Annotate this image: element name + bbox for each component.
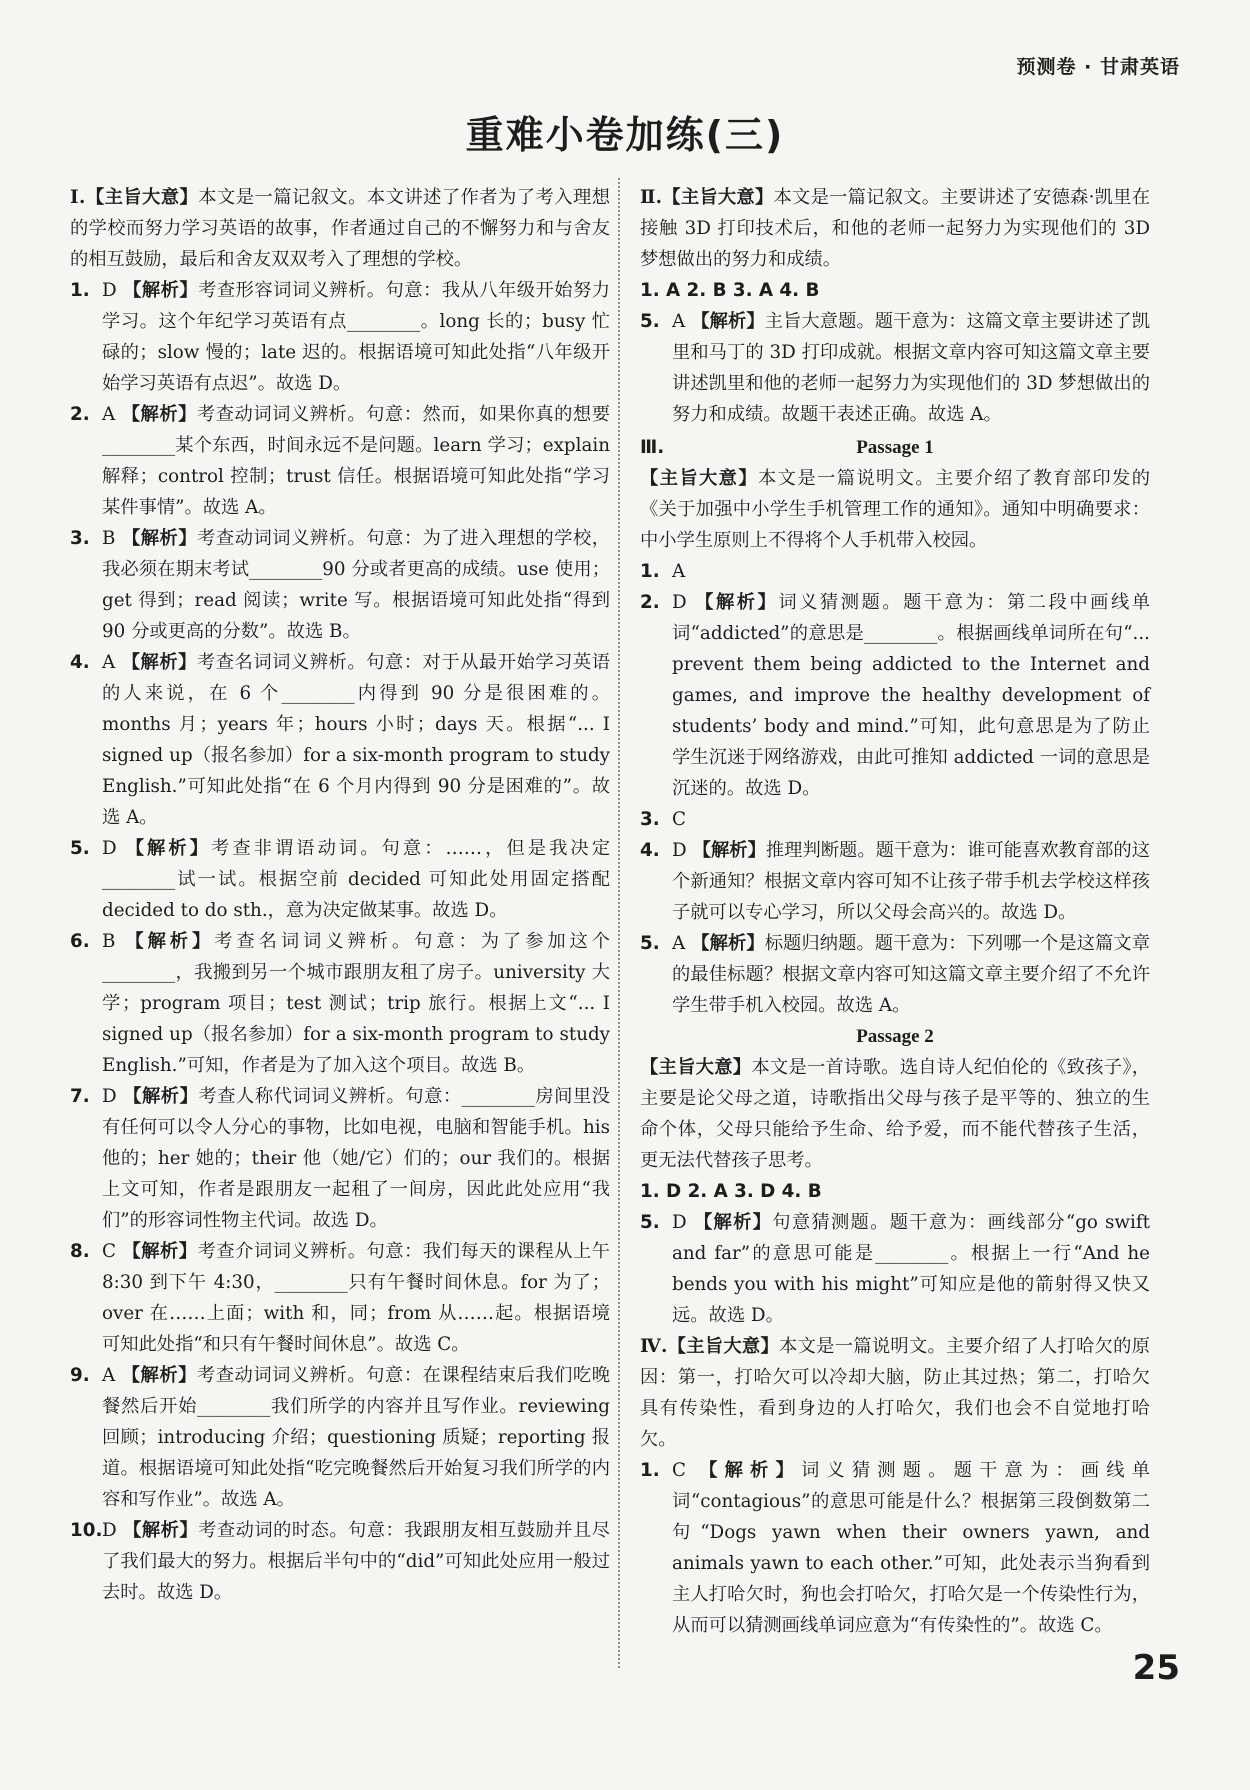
answer-letter: C — [672, 809, 686, 830]
answer-letter: A — [672, 933, 686, 954]
answer-item — [640, 1455, 1150, 1641]
section-text: 本文是一篇记叙文。主要讲述了安德森·凯里在接触 3D 打印技术后，和他的老师一起努力为实现他们的 3D 梦想做出的努力和成绩。 — [640, 187, 1151, 270]
item-number: 6. — [70, 931, 90, 952]
item-number: 3. — [70, 528, 90, 549]
answer-letter: D — [102, 1520, 117, 1541]
item-number: 5. — [640, 1212, 660, 1233]
analysis-tag: 【解析】 — [122, 1241, 198, 1262]
analysis-text: 标题归纳题。题干意为：下列哪一个是这篇文章的最佳标题？根据文章内容可知这篇文章主要介绍了不允许学生带手机入校园。故选 A。 — [672, 933, 1151, 1016]
passage-2-title: Passage 2 — [856, 1026, 934, 1047]
answer-item — [640, 556, 1150, 587]
analysis-tag: 【解析】 — [692, 592, 779, 613]
answer-letter: A — [102, 1365, 116, 1386]
section-text: 本文是一首诗歌。选自诗人纪伯伦的《致孩子》，主要是论父母之道，诗歌指出父母与孩子是平等的、独立的生命个体，父母只能给予生命、给予爱，而不能代替孩子生活，更无法代替孩子思考。 — [640, 1057, 1151, 1171]
analysis-tag: 【解析】 — [121, 931, 215, 952]
answer-letter: D — [102, 280, 117, 301]
passage-1-items — [640, 556, 1150, 1021]
section-1-intro — [70, 182, 610, 275]
answer-item — [70, 1515, 610, 1608]
section-4-item-1 — [640, 1455, 1150, 1641]
analysis-tag: 【解析】 — [121, 404, 197, 425]
item-number: 9. — [70, 1365, 90, 1386]
analysis-text: 考查形容词词义辨析。句意：我从八年级开始努力学习。这个年纪学习英语有点________。long 长的；busy 忙碌的；slow 慢的；late 迟的。根据语境可知此处指“八年级开始学习英语有点迟”。故选 D。 — [102, 280, 611, 394]
left-column — [70, 182, 610, 1608]
answer-item — [70, 1236, 610, 1360]
item-number: 8. — [70, 1241, 90, 1262]
analysis-tag: 【解析】 — [122, 1086, 199, 1107]
answer-item — [70, 1081, 610, 1236]
answer-letter: A — [672, 311, 686, 332]
section-text: 本文是一篇记叙文。本文讲述了作者为了考入理想的学校而努力学习英语的故事，作者通过自己的不懈努力和与舍友的相互鼓励，最后和舍友双双考入了理想的学校。 — [70, 187, 610, 270]
section-text: 本文是一篇说明文。主要介绍了人打哈欠的原因：第一，打哈欠可以冷却大脑，防止其过热；第二，打哈欠具有传染性，看到身边的人打哈欠，我们也会不自觉地打哈欠。 — [640, 1336, 1151, 1450]
passage-2-intro — [640, 1052, 1150, 1176]
answer-letter: B — [102, 528, 116, 549]
answer-letter: D — [672, 1212, 687, 1233]
answer-letter: A — [102, 404, 116, 425]
answer-letter: A — [102, 652, 116, 673]
item-number: 10. — [70, 1520, 103, 1541]
item-number: 1. — [640, 561, 660, 582]
item-number: 2. — [640, 592, 660, 613]
analysis-text: 考查人称代词词义辨析。句意：________房间里没有任何可以令人分心的事物，比如电视，电脑和智能手机。his 他的；her 她的；their 他（她/它）们的；our 我们的。根据上文可知，作者是跟朋友一起租了一间房，因此此处应用“我们”的形容词性物主代词。故选 D。 — [102, 1086, 611, 1231]
item-number: 1. — [70, 280, 90, 301]
item-number: 7. — [70, 1086, 90, 1107]
analysis-text: 考查名词词义辨析。句意：对于从最开始学习英语的人来说，在 6 个________内得到 90 分是很困难的。months 月；years 年；hours 小时；days 天。根据“... I signed up（报名参加）for a six-month program to study English.”可知此处指“在 6 个月内得到 90 分是困难的”。故选 A。 — [102, 652, 610, 828]
section-2-item-5 — [640, 306, 1150, 430]
section-label: Ⅰ.【主旨大意】 — [70, 187, 199, 208]
analysis-text: 考查介词词义辨析。句意：我们每天的课程从上午 8:30 到下午 4:30，________只有午餐时间休息。for 为了；over 在……上面；with 和，同；from 从……起。根据语境可知此处指“和只有午餐时间休息”。故选 C。 — [102, 1241, 611, 1355]
analysis-text: 句意猜测题。题干意为：画线部分“go swift and far”的意思可能是________。根据上一行“And he bends you with his might”可知应是他的箭射得又快又远。故选 D。 — [672, 1212, 1151, 1326]
answer-item — [640, 835, 1150, 928]
analysis-tag: 【解析】 — [692, 1212, 773, 1233]
answer-letter: D — [672, 840, 687, 861]
analysis-tag: 【解析】 — [122, 838, 211, 859]
answer-item — [70, 1360, 610, 1515]
section-label: 【主旨大意】 — [640, 1057, 752, 1078]
page-number: 25 — [1132, 1648, 1180, 1688]
column-divider — [618, 178, 620, 1668]
answer-item — [70, 647, 610, 833]
right-column — [640, 182, 1150, 1641]
analysis-text: 词义猜测题。题干意为：画线单词“contagious”的意思可能是什么？根据第三段倒数第二句“Dogs yawn when their owners yawn, and animals yawn to each other.”可知，此处表示当狗看到主人打哈欠时，狗也会打哈欠，打哈欠是一个传染性行为，从而可以猜测画线单词应意为“有传染性的”。故选 C。 — [672, 1460, 1151, 1636]
passage-1-title: Passage 1 — [856, 437, 934, 458]
item-number: 3. — [640, 809, 660, 830]
item-number: 1. — [640, 1460, 660, 1481]
analysis-text: 考查名词词义辨析。句意：为了参加这个________，我搬到另一个城市跟朋友租了房子。university 大学；program 项目；test 测试；trip 旅行。根据上文“... I signed up（报名参加）for a six-month program to study English.”可知，作者是为了加入这个项目。故选 B。 — [102, 931, 611, 1076]
answer-letter: D — [102, 838, 117, 859]
page-title: 重难小卷加练(三) — [465, 113, 785, 157]
analysis-text: 考查动词词义辨析。句意：为了进入理想的学校，我必须在期末考试________90 分或者更高的成绩。use 使用；get 得到；read 阅读；write 写。根据语境可知此处指“得到 90 分或更高的分数”。故选 B。 — [102, 528, 611, 642]
left-items — [70, 275, 610, 1608]
analysis-tag: 【解析】 — [121, 652, 197, 673]
analysis-tag: 【解析】 — [121, 1365, 197, 1386]
answer-letter: C — [672, 1460, 686, 1481]
answer-item — [70, 399, 610, 523]
analysis-tag: 【解析】 — [122, 280, 199, 301]
answer-item — [70, 833, 610, 926]
answer-item — [70, 523, 610, 647]
answer-letter: D — [672, 592, 687, 613]
analysis-text: 考查动词的时态。句意：我跟朋友相互鼓励并且尽了我们最大的努力。根据后半句中的“did”可知此处应用一般过去时。故选 D。 — [102, 1520, 611, 1603]
analysis-text: 考查非谓语动词。句意：……，但是我决定________试一试。根据空前 decided 可知此处用固定搭配 decided to do sth.，意为决定做某事。故选 D。 — [102, 838, 611, 921]
analysis-tag: 【解析】 — [122, 1520, 199, 1541]
item-number: 5. — [640, 311, 660, 332]
answer-item — [640, 1207, 1150, 1331]
analysis-tag: 【解析】 — [691, 933, 765, 954]
section-2-answers: 1. A 2. B 3. A 4. B — [640, 280, 820, 301]
analysis-text: 推理判断题。题干意为：谁可能喜欢教育部的这个新通知？根据文章内容可知不让孩子带手机去学校这样孩子就可以专心学习，所以父母会高兴的。故选 D。 — [672, 840, 1151, 923]
analysis-text: 考查动词词义辨析。句意：在课程结束后我们吃晚餐然后开始________我们所学的内容并且写作业。reviewing 回顾；introducing 介绍；questioning 质疑；reporting 报道。根据语境可知此处指“吃完晚餐然后开始复习我们所学的内容和写作业”。故选 A。 — [102, 1365, 610, 1510]
answer-item — [70, 275, 610, 399]
analysis-text: 主旨大意题。题干意为：这篇文章主要讲述了凯里和马丁的 3D 打印成就。根据文章内容可知这篇文章主要讲述凯里和他的老师一起努力为实现他们的 3D 梦想做出的努力和成绩。故题干表述正确。故选 A。 — [672, 311, 1151, 425]
section-label: Ⅳ.【主旨大意】 — [640, 1336, 780, 1357]
section-label: 【主旨大意】 — [640, 468, 759, 489]
item-number: 4. — [70, 652, 90, 673]
item-number: 5. — [640, 933, 660, 954]
answer-letter: C — [102, 1241, 116, 1262]
answer-letter: B — [102, 931, 116, 952]
passage-2-item-5 — [640, 1207, 1150, 1331]
section-text: 本文是一篇说明文。主要介绍了教育部印发的《关于加强中小学生手机管理工作的通知》。通知中明确要求：中小学生原则上不得将个人手机带入校园。 — [640, 468, 1151, 551]
answer-item — [640, 804, 1150, 835]
analysis-tag: 【解析】 — [121, 528, 198, 549]
answer-item — [640, 928, 1150, 1021]
analysis-tag: 【解析】 — [692, 1460, 801, 1481]
section-2-intro — [640, 182, 1150, 275]
answer-item — [70, 926, 610, 1081]
item-number: 2. — [70, 404, 90, 425]
passage-2-answers: 1. D 2. A 3. D 4. B — [640, 1181, 822, 1202]
section-4-intro — [640, 1331, 1150, 1455]
answer-letter: A — [672, 561, 686, 582]
item-number: 5. — [70, 838, 90, 859]
passage-1-intro — [640, 463, 1150, 556]
answer-letter: D — [102, 1086, 117, 1107]
analysis-text: 词义猜测题。题干意为：第二段中画线单词“addicted”的意思是________。根据画线单词所在句“... prevent them being addicted to the Internet and games, and improve the healthy development of students’ body and mind.”可知，此句意思是为了防止学生沉迷于网络游戏，由此可推知 addicted 一词的意思是沉迷的。故选 D。 — [672, 592, 1151, 799]
item-number: 4. — [640, 840, 660, 861]
header-tag: 预测卷 · 甘肃英语 — [1016, 56, 1180, 78]
section-3-label: Ⅲ. — [640, 437, 665, 458]
analysis-text: 考查动词词义辨析。句意：然而，如果你真的想要________某个东西，时间永远不是问题。learn 学习；explain 解释；control 控制；trust 信任。根据语境可知此处指“学习某件事情”。故选 A。 — [102, 404, 610, 518]
analysis-tag: 【解析】 — [692, 840, 766, 861]
answer-item — [640, 587, 1150, 804]
section-label: Ⅱ.【主旨大意】 — [640, 187, 774, 208]
answer-item — [640, 306, 1150, 430]
analysis-tag: 【解析】 — [691, 311, 765, 332]
